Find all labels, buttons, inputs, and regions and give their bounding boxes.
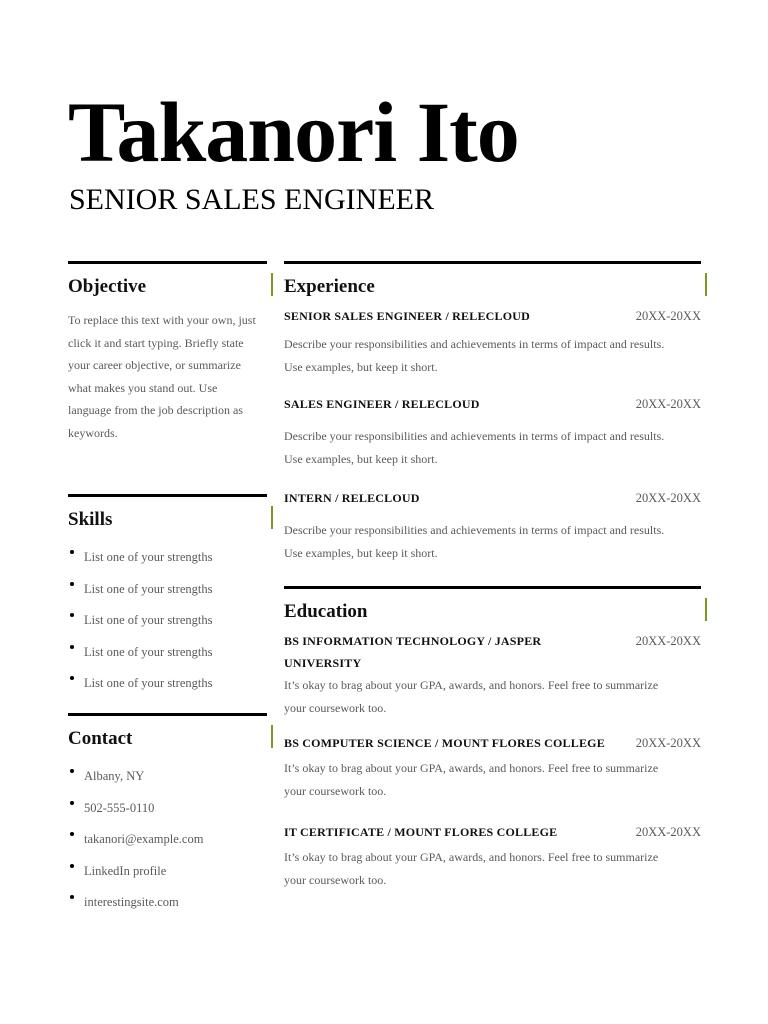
entry-description: It’s okay to brag about your GPA, awards, and honors. Feel free to summarize — [284, 761, 659, 775]
skill-item: List one of your strengths — [68, 574, 267, 606]
contact-phone: 502-555-0110 — [68, 793, 267, 825]
skills-list — [68, 542, 267, 700]
section-rule — [68, 494, 267, 497]
entry-description: your coursework too. — [284, 872, 387, 887]
skill-item: List one of your strengths — [68, 542, 267, 574]
section-rule — [284, 261, 701, 264]
experience-entry — [284, 393, 701, 470]
entry-date: 20XX-20XX — [635, 309, 701, 323]
entry-description: It’s okay to brag about your GPA, awards, and honors. Feel free to summarize — [284, 678, 659, 692]
accent-bar — [271, 725, 273, 748]
section-rule — [284, 586, 701, 589]
objective-heading: Objective — [68, 276, 147, 297]
job-title: SENIOR SALES ENGINEER — [69, 183, 434, 216]
entry-date: 20XX-20XX — [635, 634, 701, 648]
skills-heading: Skills — [68, 509, 113, 530]
contact-website[interactable]: interestingsite.com — [68, 887, 267, 919]
entry-description: Use examples, but keep it short. — [284, 545, 438, 560]
objective-line: To replace this text with your own, just — [68, 313, 256, 327]
section-heading — [284, 600, 701, 624]
section-rule — [68, 713, 267, 716]
entry-title: SALES ENGINEER / RELECLOUD — [284, 397, 480, 411]
entry-title-line: BS INFORMATION TECHNOLOGY / JASPER — [284, 634, 542, 648]
section-heading — [68, 508, 267, 532]
objective-line: language from the job description as — [68, 403, 243, 417]
accent-bar — [271, 273, 273, 296]
education-entry — [284, 732, 701, 802]
entry-description: Describe your responsibilities and achievements in terms of impact and results. — [284, 429, 665, 443]
skill-item: List one of your strengths — [68, 668, 267, 700]
accent-bar — [705, 273, 707, 296]
entry-title: INTERN / RELECLOUD — [284, 491, 420, 505]
skill-item: List one of your strengths — [68, 605, 267, 637]
entry-date: 20XX-20XX — [635, 491, 701, 505]
contact-email[interactable]: takanori@example.com — [68, 824, 267, 856]
experience-heading: Experience — [284, 276, 375, 297]
contact-location: Albany, NY — [68, 761, 267, 793]
accent-bar — [705, 598, 707, 621]
entry-title — [284, 630, 541, 674]
candidate-name: Takanori Ito — [68, 84, 519, 180]
education-heading: Education — [284, 601, 368, 622]
entry-title: SENIOR SALES ENGINEER / RELECLOUD — [284, 309, 530, 323]
contact-heading: Contact — [68, 728, 133, 749]
education-entry — [284, 630, 701, 719]
entry-description: Describe your responsibilities and achievements in terms of impact and results. — [284, 523, 665, 537]
section-heading — [68, 727, 267, 751]
entry-date: 20XX-20XX — [635, 736, 701, 750]
entry-title: IT CERTIFICATE / MOUNT FLORES COLLEGE — [284, 825, 558, 839]
objective-section — [68, 261, 267, 444]
entry-description: Use examples, but keep it short. — [284, 359, 438, 374]
entry-description: Describe your responsibilities and achievements in terms of impact and results. — [284, 337, 665, 351]
accent-bar — [271, 506, 273, 529]
objective-line: keywords. — [68, 425, 118, 440]
skill-item: List one of your strengths — [68, 637, 267, 669]
skills-section — [68, 494, 267, 700]
entry-description: your coursework too. — [284, 700, 387, 715]
education-entry — [284, 821, 701, 891]
entry-title-line: UNIVERSITY — [284, 656, 362, 670]
education-section — [284, 586, 701, 891]
entry-date: 20XX-20XX — [635, 825, 701, 839]
contact-section — [68, 713, 267, 919]
objective-line: click it and start typing. Briefly state — [68, 335, 244, 350]
experience-entry — [284, 305, 701, 378]
entry-description: Use examples, but keep it short. — [284, 451, 438, 466]
objective-line: your career objective, or summarize — [68, 358, 241, 372]
entry-description: It’s okay to brag about your GPA, awards, and honors. Feel free to summarize — [284, 850, 659, 864]
experience-section — [284, 261, 701, 564]
entry-title: BS COMPUTER SCIENCE / MOUNT FLORES COLLEGE — [284, 736, 605, 750]
entry-description: your coursework too. — [284, 783, 387, 798]
contact-linkedin[interactable]: LinkedIn profile — [68, 856, 267, 888]
entry-date: 20XX-20XX — [635, 397, 701, 411]
objective-line: what makes you stand out. Use — [68, 380, 218, 395]
section-rule — [68, 261, 267, 264]
experience-entry — [284, 487, 701, 564]
section-heading — [284, 275, 701, 299]
contact-list — [68, 761, 267, 919]
section-heading — [68, 275, 267, 299]
